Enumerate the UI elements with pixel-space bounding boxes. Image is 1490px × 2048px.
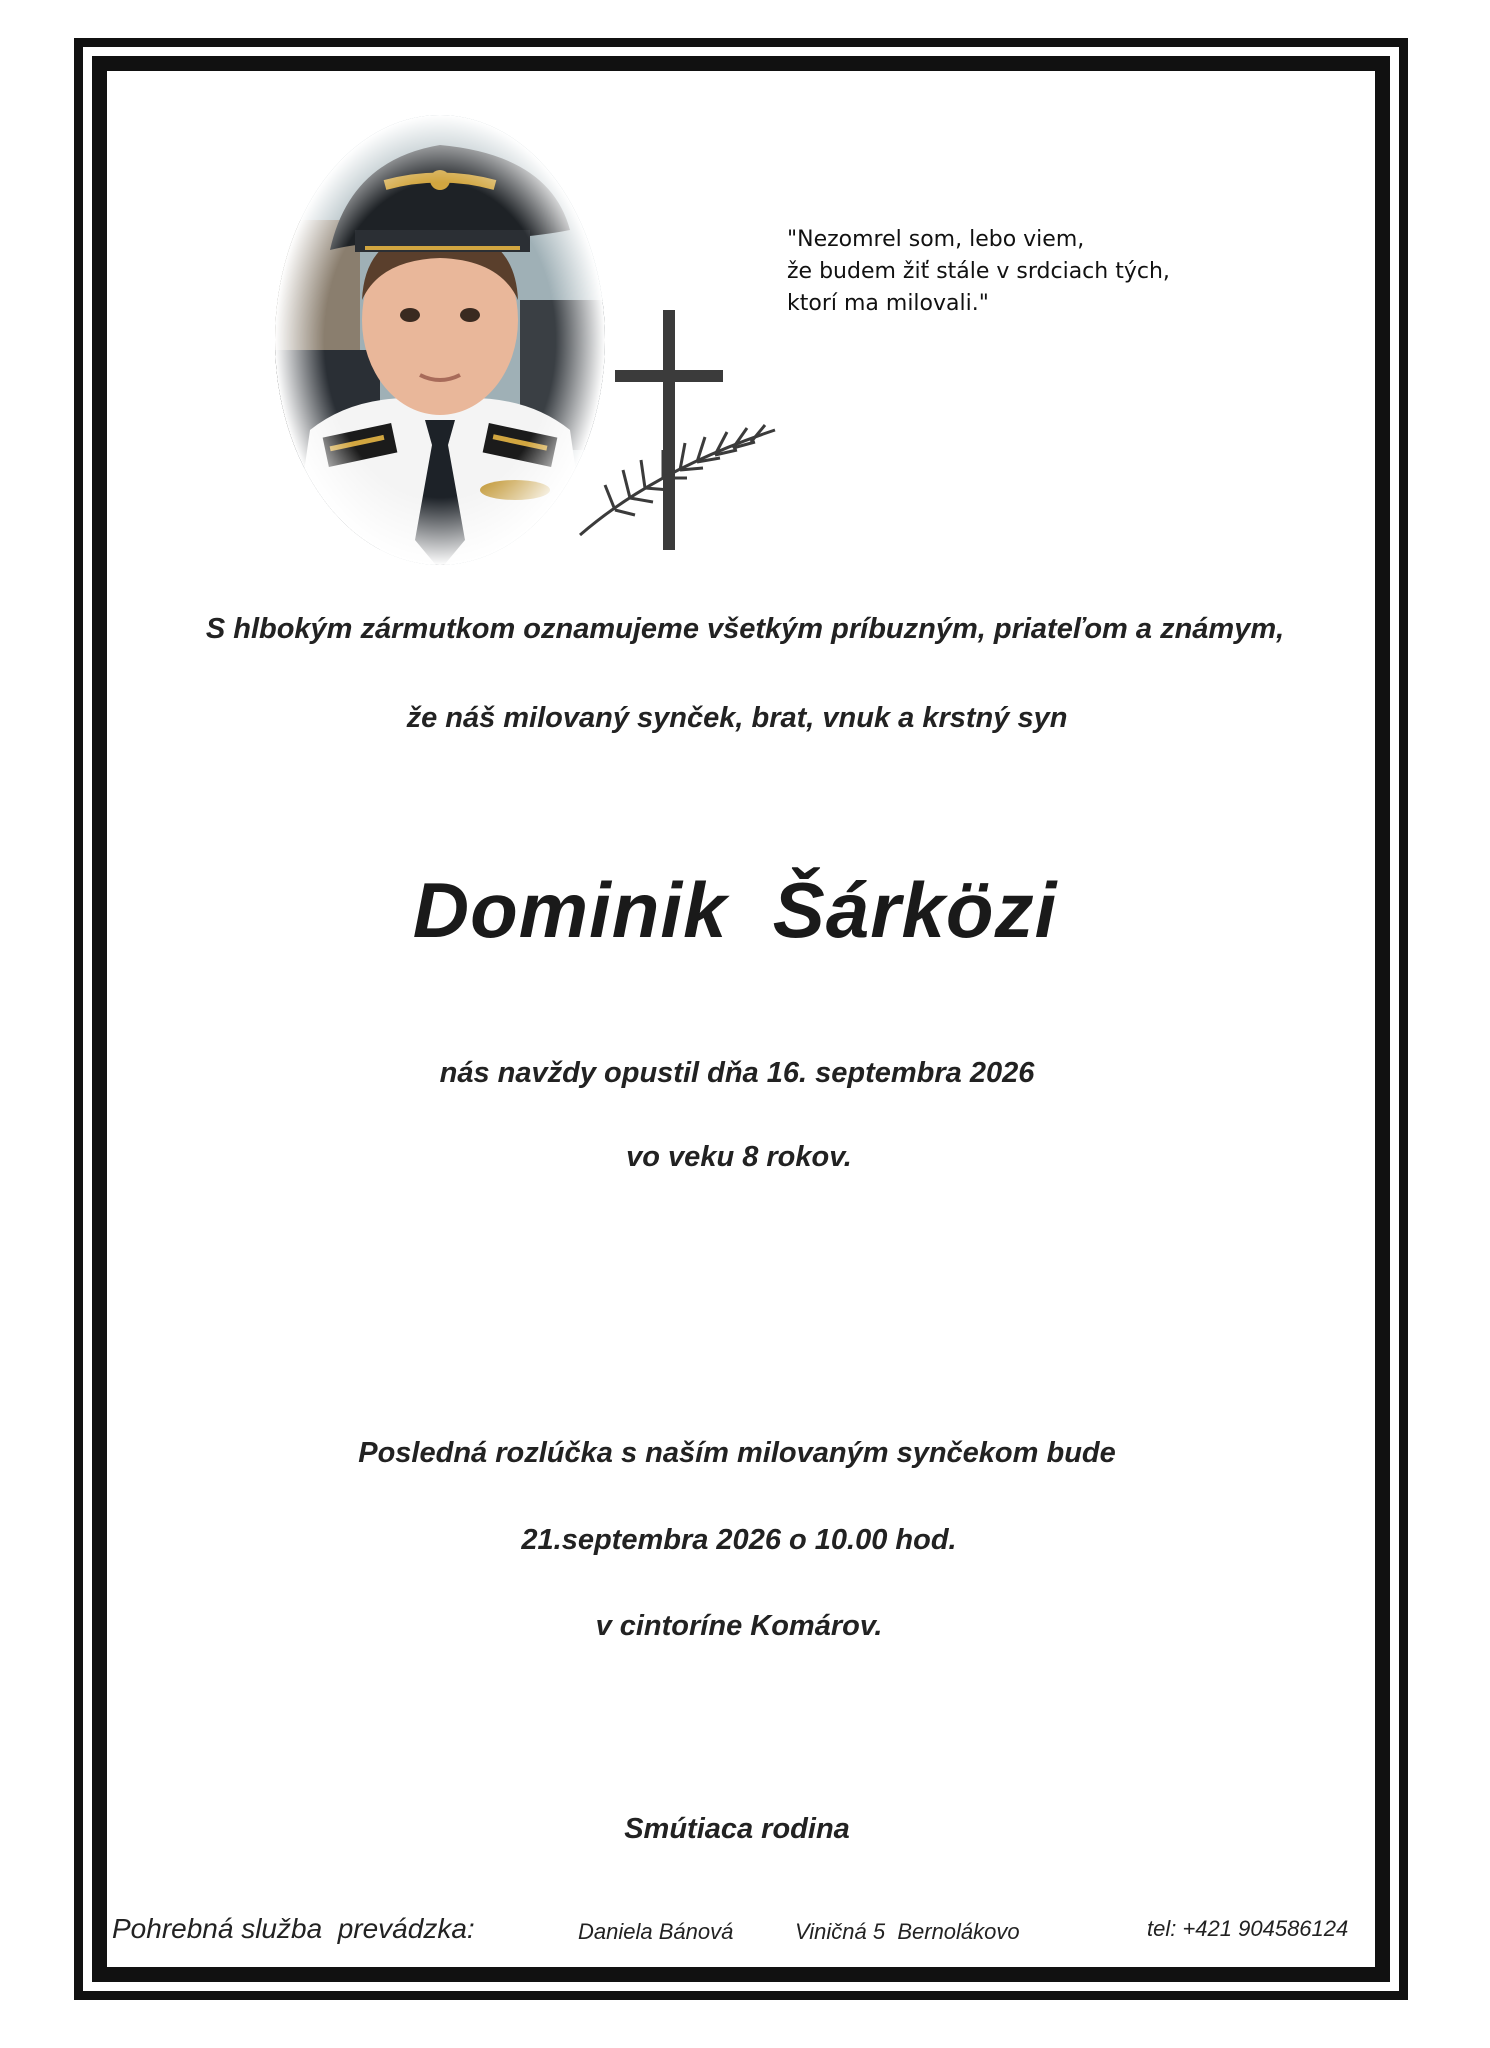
funeral-service-owner: Daniela Bánová — [578, 1919, 734, 1944]
funeral-service-phone: tel: +421 904586124 — [1147, 1916, 1349, 1941]
funeral-service-label: Pohrebná služba prevádzka: — [112, 1913, 475, 1944]
funeral-service-address: Viničná 5 Bernolákovo — [795, 1919, 1020, 1944]
portrait-photo — [270, 100, 610, 570]
cross-with-palm-icon — [575, 310, 795, 555]
date-of-death: nás navždy opustil dňa 16. septembra 2026 — [439, 1057, 1035, 1089]
quote-line: že budem žiť stále v srdciach tých, — [787, 259, 1170, 284]
funeral-intro: Posledná rozlúčka s naším milovaným synčekom bude — [358, 1437, 1116, 1469]
quote-line: "Nezomrel som, lebo viem, — [787, 227, 1085, 252]
age-at-death: vo veku 8 rokov. — [626, 1141, 852, 1173]
epitaph-quote — [787, 224, 1170, 320]
family-signature: Smútiaca rodina — [624, 1813, 850, 1845]
quote-line: ktorí ma milovali." — [787, 291, 989, 316]
funeral-date: 21.septembra 2026 o 10.00 hod. — [521, 1524, 957, 1556]
funeral-place: v cintoríne Komárov. — [595, 1610, 883, 1642]
announcement-line-1: S hlbokým zármutkom oznamujeme všetkým príbuzným, priateľom a známym, — [205, 613, 1285, 645]
deceased-name: Dominik Šárközi — [412, 866, 1058, 954]
announcement-line-2: že náš milovaný synček, brat, vnuk a krstný syn — [406, 702, 1068, 734]
